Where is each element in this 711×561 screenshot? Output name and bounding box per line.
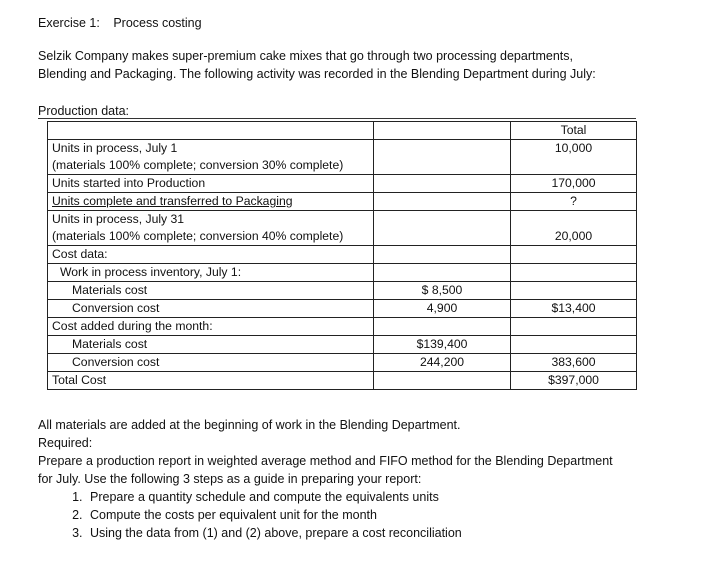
table-cell <box>511 318 637 336</box>
table-row <box>48 175 637 193</box>
row-total: 383,600 <box>511 354 637 372</box>
table-cell <box>511 246 637 264</box>
instruction-line: All materials are added at the beginning of work in the Blending Department. <box>38 418 461 432</box>
row-label <box>48 300 374 318</box>
row-label <box>48 193 374 211</box>
exercise-number: Exercise 1: <box>38 16 100 30</box>
table-cell <box>374 372 511 390</box>
table-row <box>48 264 637 282</box>
instruction-line: for July. Use the following 3 steps as a guide in preparing your report: <box>38 472 422 486</box>
units-in-process-july31-cell <box>48 211 374 246</box>
row-label <box>48 264 374 282</box>
list-item: 2. Compute the costs per equivalent unit for the month <box>86 506 462 524</box>
row-total: 170,000 <box>511 175 637 193</box>
row-label: Total Cost <box>48 372 374 390</box>
row-total: 10,000 <box>511 140 637 175</box>
row-note: (materials 100% complete; conversion 30% complete) <box>52 158 344 172</box>
row-label: Units in process, July 1 <box>52 141 178 155</box>
table-cell <box>374 211 511 246</box>
production-data-label: Production data: <box>38 104 130 118</box>
table-cell <box>48 122 374 140</box>
row-label: Units started into Production <box>48 175 374 193</box>
table-row <box>48 336 637 354</box>
intro-line-2: Blending and Packaging. The following activity was recorded in the Blending Department during July: <box>38 67 596 81</box>
row-label-text: Conversion cost <box>72 355 160 369</box>
table-cell <box>511 336 637 354</box>
list-item: 3. Using the data from (1) and (2) above, prepare a cost reconciliation <box>86 524 462 542</box>
table-row <box>48 282 637 300</box>
instructions <box>38 416 613 488</box>
table-row <box>48 354 637 372</box>
table-cell <box>511 282 637 300</box>
units-in-process-july1-cell <box>48 140 374 175</box>
intro-line-1: Selzik Company makes super-premium cake mixes that go through two processing departments, <box>38 49 573 63</box>
table-cell <box>374 246 511 264</box>
required-label: Required: <box>38 436 93 450</box>
intro-paragraph <box>38 47 596 83</box>
table-header-row <box>48 122 637 140</box>
table-row <box>48 372 637 390</box>
row-label-text: Units complete and transferred to Packaging <box>52 194 293 208</box>
row-value: $ 8,500 <box>374 282 511 300</box>
row-label <box>48 354 374 372</box>
row-label: Cost added during the month: <box>48 318 374 336</box>
table-cell <box>374 122 511 140</box>
table-row <box>48 211 637 246</box>
list-item: 1. Prepare a quantity schedule and compute the equivalents units <box>86 488 462 506</box>
row-label: Cost data: <box>48 246 374 264</box>
row-value: 4,900 <box>374 300 511 318</box>
exercise-heading: Process costing <box>113 16 202 30</box>
table-row <box>48 318 637 336</box>
production-data-rule <box>38 118 636 119</box>
row-label <box>48 282 374 300</box>
row-total: ? <box>511 193 637 211</box>
exercise-title <box>38 14 202 32</box>
table-row <box>48 246 637 264</box>
row-note: (materials 100% complete; conversion 40% complete) <box>52 229 344 243</box>
row-value: 244,200 <box>374 354 511 372</box>
table-cell <box>374 175 511 193</box>
row-value: $139,400 <box>374 336 511 354</box>
table-row <box>48 193 637 211</box>
row-total: $397,000 <box>511 372 637 390</box>
steps-list <box>38 488 462 542</box>
table-cell <box>511 264 637 282</box>
row-label: Units in process, July 31 <box>52 212 185 226</box>
row-label-text: Materials cost <box>72 283 148 297</box>
row-label-text: Conversion cost <box>72 301 160 315</box>
production-data-table <box>47 121 637 390</box>
row-total: 20,000 <box>511 211 637 246</box>
table-cell <box>374 318 511 336</box>
row-label-text: Work in process inventory, July 1: <box>60 265 242 279</box>
row-label-text: Materials cost <box>72 337 148 351</box>
table-row <box>48 140 637 175</box>
table-cell <box>374 140 511 175</box>
table-row <box>48 300 637 318</box>
total-header: Total <box>511 122 637 140</box>
instruction-line: Prepare a production report in weighted average method and FIFO method for the Blending Department <box>38 454 613 468</box>
row-total: $13,400 <box>511 300 637 318</box>
table-cell <box>374 264 511 282</box>
table-cell <box>374 193 511 211</box>
row-label <box>48 336 374 354</box>
